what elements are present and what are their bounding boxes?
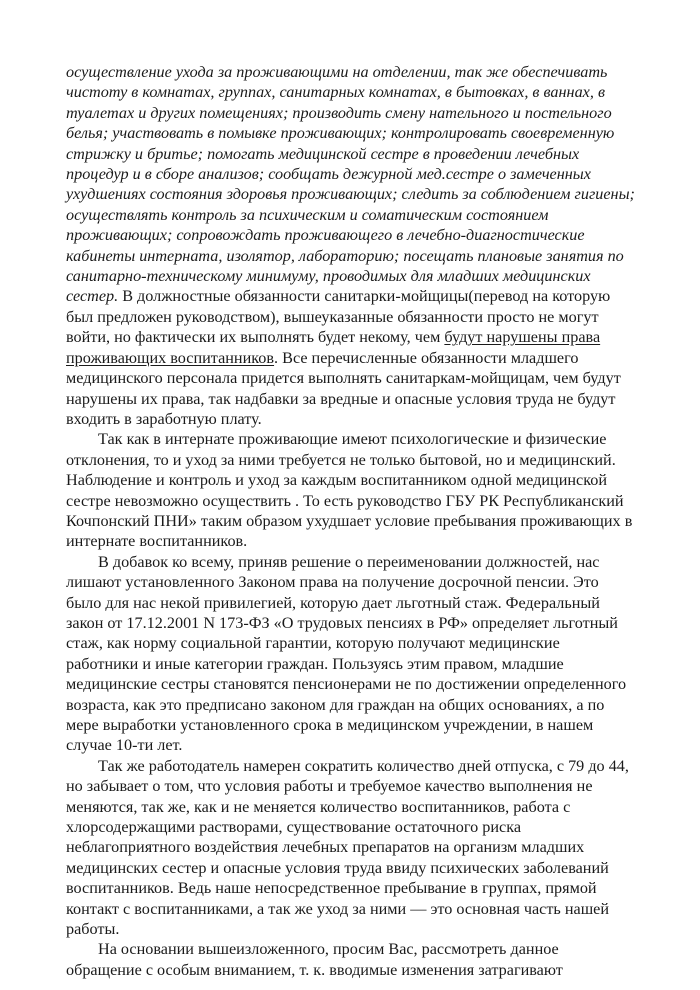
paragraph-vacation: Так же работодатель намерен сократить количество дней отпуска, с 79 до 44, но забывает о том, что условия работы и требуемое качество выполнения не меняются, так же, как и не меняется количество воспитанников, работа с хлорсодержащими растворами, существование остаточного риска неблагоприятного воздействия лечебных препаратов на организм младших медицинских сестер и опасные условия труда ввиду психических заболеваний воспитанников. Ведь наше непосредственное пребывание в группах, прямой контакт с воспитанниками, а так же уход за ними — это основная часть нашей работы. <box>66 756 629 939</box>
paragraph-duties <box>66 62 636 429</box>
duties-list-text: осуществление ухода за проживающими на отделении, так же обеспечивать чистоту в комнатах, группах, санитарных комнатах, в бытовках, в ваннах, в туалетах и других помещениях; производить смену нательного и постельного белья; участвовать в помывке проживающих; контролировать своевременную стрижку и бритье; помогать медицинской сестре в проведении лечебных процедур и в сборе анализов; сообщать дежурной мед.сестре о замеченных ухудшениях состояния здоровья проживающих; следить за соблюдением гигиены; осуществлять контроль за психическим и соматическим состоянием проживающих; сопровождать проживающего в лечебно-диагностические кабинеты интерната, изолятор, лабораторию; посещать плановые занятия по санитарно-техническому минимуму, проводимых для младших медицинских сестер. <box>66 63 635 306</box>
paragraph-pension: В добавок ко всему, приняв решение о переименовании должностей, нас лишают установленного Законом права на получение досрочной пенсии. Это было для нас некой привилегией, которую дает льготный стаж. Федеральный закон от 17.12.2001 N 173-ФЗ «О трудовых пенсиях в РФ» определяет льготный стаж, как норму социальной гарантии, которую получают медицинские работники и иные категории граждан. Пользуясь этим правом, младшие медицинские сестры становятся пенсионерами не по достижении определенного возраста, как это предписано законом для граждан на общих основаниях, а по мере выработки установленного срока в медицинском учреждении, в нашем случае 10-ти лет. <box>66 552 627 755</box>
underlined-rights-text: будут нарушены права проживающих воспитанников <box>66 328 601 367</box>
document-body <box>66 62 636 980</box>
duties-continuation-text: В должностные обязанности санитарки-мойщицы(перевод на которую был предложен руководством), вышеуказанные обязанности просто не могут войти, но фактически их выполнять будет некому, чем <box>66 287 611 347</box>
paragraph-request: На основании вышеизложенного, просим Вас, рассмотреть данное обращение с особым вниманием, т. к. вводимые изменения затрагивают <box>66 940 563 979</box>
duties-conclusion-text: . Все перечисленные обязанности младшего медицинского персонала придется выполнять санитаркам-мойщицам, чем будут нарушены их права, так надбавки за вредные и опасные условия труда не будут входить в заработную плату. <box>66 348 621 428</box>
paragraph-care: Так как в интернате проживающие имеют психологические и физические отклонения, то и уход за ними требуется не только бытовой, но и медицинский. Наблюдение и контроль и уход за каждым воспитанником одной медицинской сестре невозможно осуществить . То есть руководство ГБУ РК Республиканский Кочпонский ПНИ» таким образом ухудшает условие пребывания проживающих в интернате воспитанников. <box>66 430 633 551</box>
